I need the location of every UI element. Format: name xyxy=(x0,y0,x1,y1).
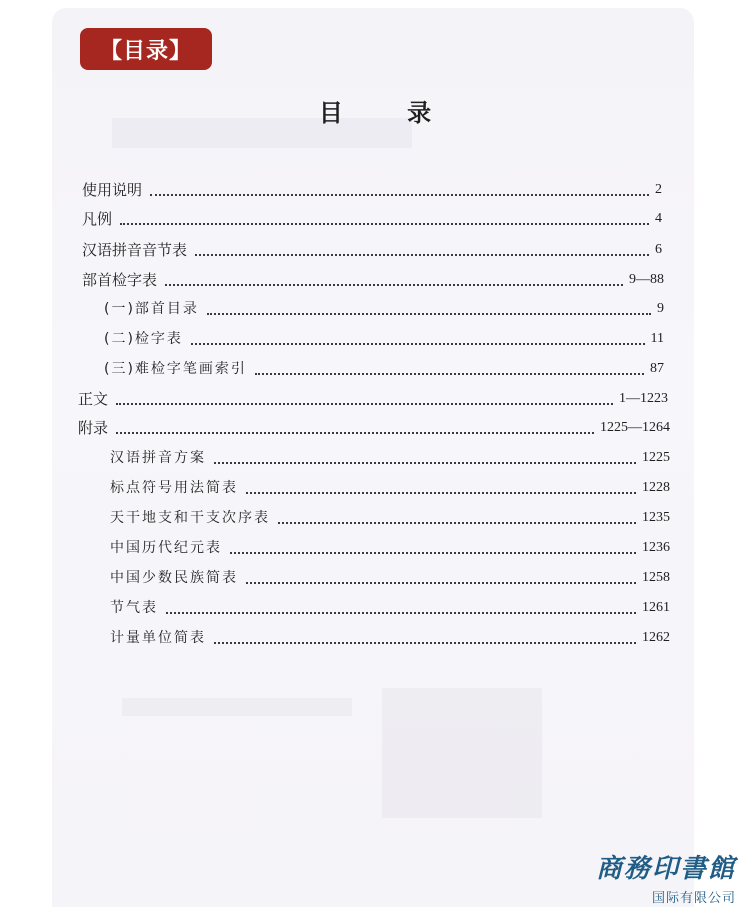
toc-entry[interactable] xyxy=(110,474,670,498)
dot-leader xyxy=(214,642,636,644)
page-title: 目 录 xyxy=(318,98,460,127)
dot-leader xyxy=(116,432,594,434)
toc-entry[interactable] xyxy=(78,385,668,409)
publisher-subtitle: 国际有限公司 xyxy=(651,891,736,906)
toc-entry-page: 1—1223 xyxy=(619,391,668,406)
dot-leader xyxy=(214,462,636,464)
dot-leader xyxy=(116,403,613,405)
toc-entry-page: 1236 xyxy=(642,540,670,555)
dot-leader xyxy=(120,223,649,225)
toc-entry[interactable] xyxy=(110,504,670,528)
toc-entry-label: 节气表 xyxy=(110,600,158,616)
toc-entry[interactable] xyxy=(104,325,664,349)
toc-entry-label: 汉语拼音音节表 xyxy=(82,241,188,259)
toc-entry-page: 11 xyxy=(650,331,664,346)
toc-entry[interactable] xyxy=(82,236,662,260)
toc-entry[interactable] xyxy=(110,444,670,468)
dot-leader xyxy=(207,313,651,315)
toc-entry-page: 9 xyxy=(657,301,664,316)
toc-entry-label: (三)难检字笔画索引 xyxy=(104,361,247,377)
toc-entry-label: 中国历代纪元表 xyxy=(110,540,222,556)
toc-entry-label: 汉语拼音方案 xyxy=(110,450,206,466)
dot-leader xyxy=(255,373,644,375)
toc-entry[interactable] xyxy=(78,414,670,438)
dot-leader xyxy=(150,194,649,196)
toc-entry-page: 1258 xyxy=(642,570,670,585)
toc-entry-label: 附录 xyxy=(78,419,109,437)
toc-entry[interactable] xyxy=(104,295,664,319)
publisher-logo xyxy=(596,848,736,906)
toc-entry-page: 87 xyxy=(650,361,664,376)
dot-leader xyxy=(246,492,636,494)
dot-leader xyxy=(278,522,636,524)
toc-entry-label: 凡例 xyxy=(82,210,113,228)
toc-entry-page: 9—88 xyxy=(629,272,664,287)
toc-entry-page: 1235 xyxy=(642,510,670,525)
toc-entry-label: (二)检字表 xyxy=(104,331,183,347)
toc-entry-page: 1225 xyxy=(642,450,670,465)
toc-entry[interactable] xyxy=(82,176,662,200)
dot-leader xyxy=(195,254,649,256)
toc-entry-label: 部首检字表 xyxy=(82,271,158,289)
toc-entry[interactable] xyxy=(82,266,664,290)
publisher-name: 商務印書館 xyxy=(595,854,736,884)
toc-entry-page: 4 xyxy=(655,211,662,226)
dot-leader xyxy=(165,284,623,286)
toc-entry-page: 1262 xyxy=(642,630,670,645)
bleed-through-shadow xyxy=(382,688,542,818)
toc-entry-page: 1228 xyxy=(642,480,670,495)
toc-entry-label: 天干地支和干支次序表 xyxy=(110,510,270,526)
toc-entry-label: 使用说明 xyxy=(82,181,143,199)
dot-leader xyxy=(246,582,636,584)
toc-entry[interactable] xyxy=(110,534,670,558)
toc-entry[interactable] xyxy=(82,205,662,229)
toc-entry-page: 1225—1264 xyxy=(600,420,670,435)
toc-entry-page: 1261 xyxy=(642,600,670,615)
bleed-through-shadow xyxy=(122,698,352,716)
dot-leader xyxy=(166,612,636,614)
toc-entry-label: 中国少数民族简表 xyxy=(110,570,238,586)
toc-entry-label: (一)部首目录 xyxy=(104,301,199,317)
toc-entry[interactable] xyxy=(110,624,670,648)
toc-entry-page: 6 xyxy=(655,242,662,257)
contents-badge: 【目录】 xyxy=(80,28,212,70)
toc-entry[interactable] xyxy=(104,355,664,379)
toc-entry-page: 2 xyxy=(655,182,662,197)
toc-entry-label: 标点符号用法简表 xyxy=(110,480,238,496)
dot-leader xyxy=(230,552,636,554)
toc-entry-label: 正文 xyxy=(78,390,109,408)
dot-leader xyxy=(191,343,645,345)
toc-entry[interactable] xyxy=(110,594,670,618)
toc-entry-label: 计量单位简表 xyxy=(110,630,206,646)
toc-entry[interactable] xyxy=(110,564,670,588)
